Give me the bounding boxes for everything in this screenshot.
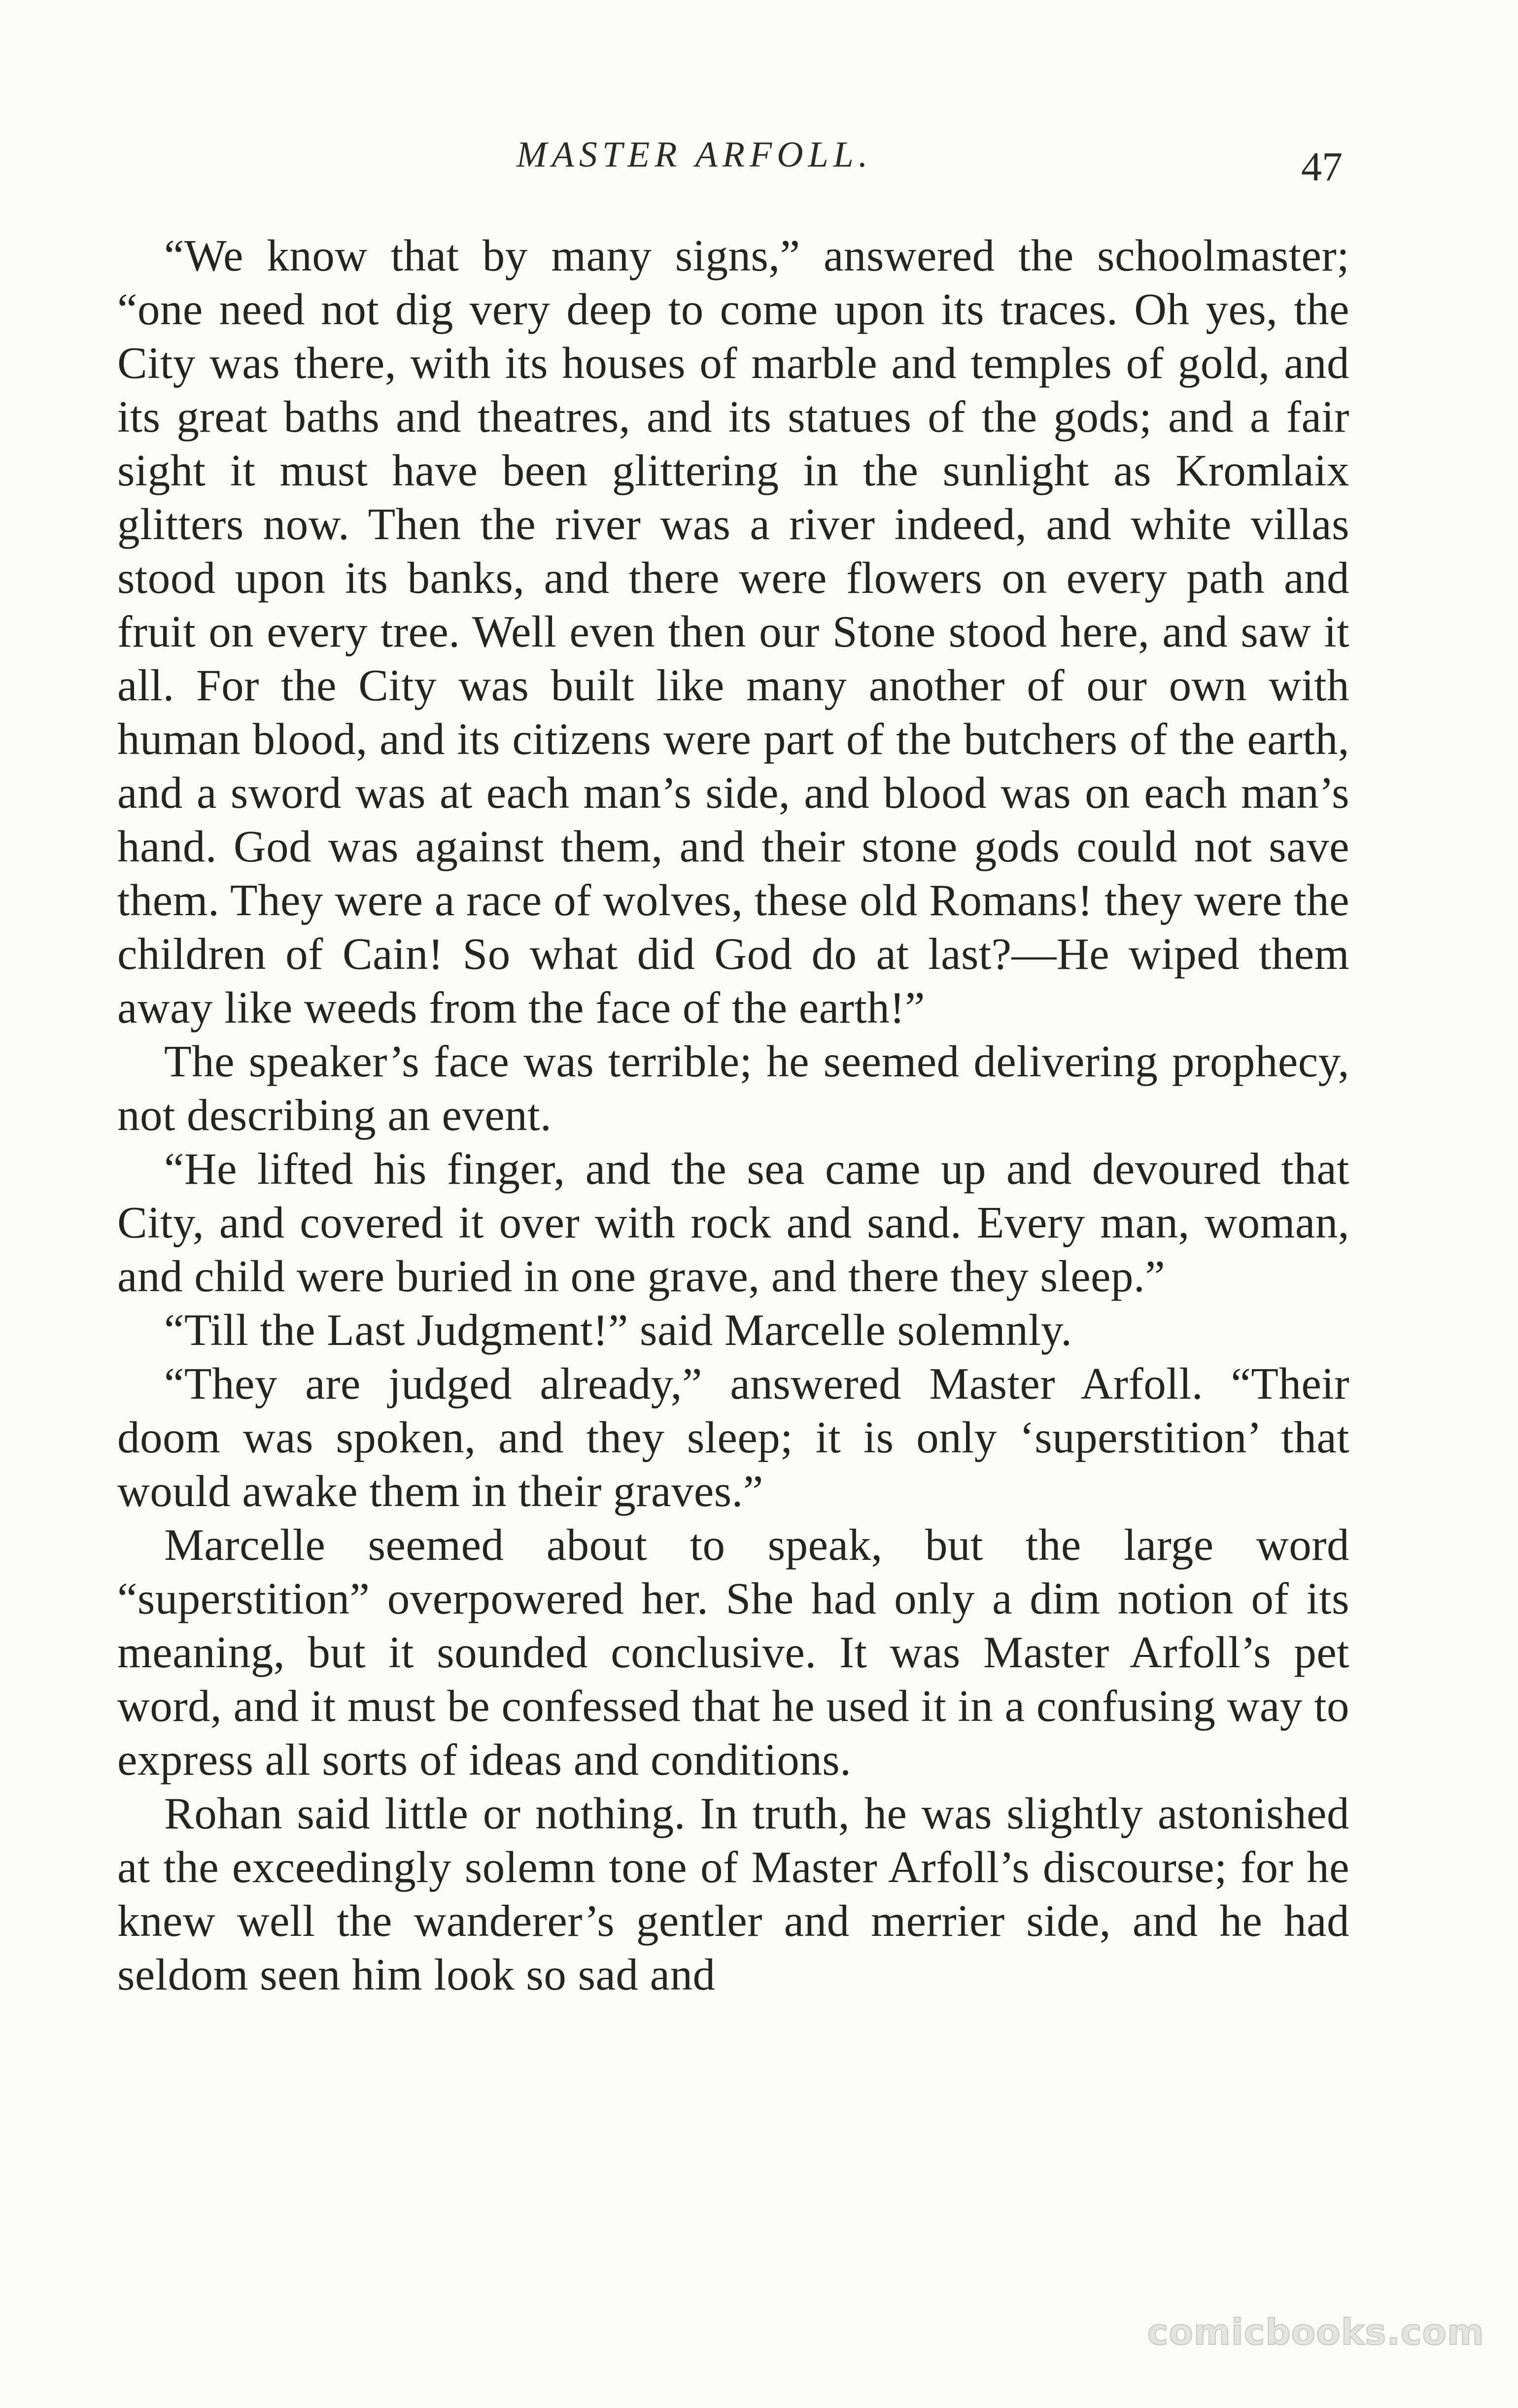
running-title: MASTER ARFOLL. [517,135,873,175]
paragraph: “We know that by many signs,” answered the schoolmaster; “one need not dig very deep to come upon its traces. Oh yes, the City was there, with its houses of marble and temples of gold, and its great baths and theatres, and its statues of the gods; and a fair sight it must have been glittering in the sunlight as Kromlaix glitters now. Then the river was a river indeed, and white villas stood upon its banks, and there were flowers on every path and fruit on every tree. Well even then our Stone stood here, and saw it all. For the City was built like many another of our own with human blood, and its citizens were part of the butchers of the earth, and a sword was at each man’s side, and blood was on each man’s hand. God was against them, and their stone gods could not save them. They were a race of wolves, these old Romans! they were the children of Cain! So what did God do at last?—He wiped them away like weeds from the face of the earth!” [117,231,1349,1032]
paragraph: “He lifted his finger, and the sea came up and devoured that City, and covered it over with rock and sand. Every man, woman, and child were buried in one grave, and there they sleep.” [117,1144,1349,1301]
paragraph: The speaker’s face was terrible; he seemed delivering prophecy, not describing an event. [117,1036,1349,1140]
paragraph: “They are judged already,” answered Master Arfoll. “Their doom was spoken, and they sleep; it is only ‘superstition’ that would awake them in their graves.” [117,1359,1349,1516]
body-text [117,229,1349,2001]
paragraph: Marcelle seemed about to speak, but the large word “superstition” overpowered her. She had only a dim notion of its meaning, but it sounded conclusive. It was Master Arfoll’s pet word, and it must be confessed that he used it in a confusing way to express all sorts of ideas and conditions. [117,1520,1349,1785]
watermark: comicbooks.com [1147,2311,1484,2353]
paragraph: “Till the Last Judgment!” said Marcelle solemnly. [164,1305,1072,1355]
page-number: 47 [1301,144,1343,190]
paragraph: Rohan said little or nothing. In truth, he was slightly astonished at the exceedingly solemn tone of Master Arfoll’s discourse; for he knew well the wanderer’s gentler and merrier side, and he had seldom seen him look so sad and [117,1789,1349,1999]
